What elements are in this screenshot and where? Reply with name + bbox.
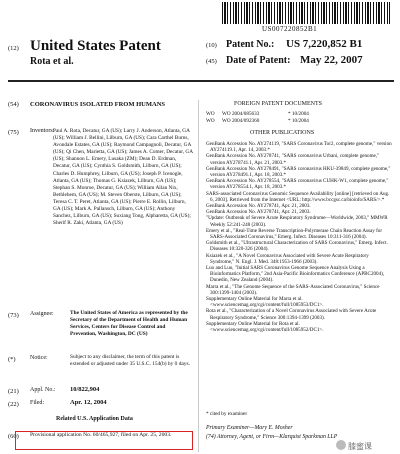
code-22: (22) <box>8 401 19 408</box>
appl-label: Appl. No.: <box>30 387 56 393</box>
watermark-text: 膝蜜课 <box>348 442 372 451</box>
appl-number: 10/822,904 <box>70 386 100 393</box>
notice-label: Notice: <box>30 355 48 361</box>
reference-item: GenBank Accession No. AY278741, Apr. 21, 2003. <box>206 203 311 210</box>
reference-item: GenBank Accession No. AY278741, "SARS coronavirus Urbani, complete genome," version AY278741.1, Apr. 21, 2003.* <box>206 153 380 166</box>
code-73: (73) <box>8 312 19 319</box>
header-rule <box>8 80 394 82</box>
inventors-list: Paul A. Rota, Decatur, GA (US); Larry J. Anderson, Atlanta, GA (US); William J. Bellini, Lilburn, GA (US); Cara Carthel Burns, Avondale Estates, GA (US); Raymond Campagnoli, Decatur, GA (US); Qi Chen, Marietta, GA (US); James A. Comer, Decatur, GA (US); Shannon L. Emery, Lusaka (ZM); Dean D. Erdman, Decatur, GA (US); Cynthia S. Goldsmith, Lilburn, GA (US); Charles D. Humphrey, Lilburn, GA (US); Joseph P. Icenogle, Atlanta, GA (US); Thomas G. Ksiazek, Lilburn, GA (US); Stephan S. Monroe, Decatur, GA (US); William Allan Nix, Bethlehem, GA (US); M. Steven Oberste, Lilburn, GA (US); Teresa C. T. Peret, Atlanta, GA (US); Pierre E. Rollin, Lilburn, GA (US); Mark A. Pallansch, Lilburn, GA (US); Anthony Sanchez, Lilburn, GA (US); Suxiang Tong, Alpharetta, GA (US); Sherif R. Zaki, Atlanta, GA (US) <box>53 128 193 227</box>
document-type: United States Patent <box>30 38 161 54</box>
column-divider <box>198 100 199 452</box>
code-10: (10) <box>206 42 217 49</box>
patent-no-label: Patent No.: <box>226 39 275 50</box>
foreign-doc-num: WO 2004/092360 <box>222 118 260 124</box>
notice-text: Subject to any disclaimer, the term of this patent is extended or adjusted under 35 U.S.C. 154(b) by 0 days. <box>70 354 190 367</box>
primary-examiner: Primary Examiner—Mary E. Mosher <box>206 425 293 431</box>
attorney: (74) Attorney, Agent, or Firm—Klarquist Sparkman LLP <box>206 434 338 440</box>
assignee-label: Assignee: <box>30 311 54 317</box>
reference-item: Luo and Luo, "Initial SARS Coronavirus Genome Sequence Analysis Using a Bioinformatics Platform," 2nd Asia-Pacific Bioinformatics Conference (APBC2004), Dunedin, New Zealand (2004). <box>206 265 385 284</box>
highlight-box <box>15 431 193 450</box>
foreign-doc-date: * 10/2004 <box>288 111 309 117</box>
code-75: (75) <box>8 129 19 136</box>
foreign-doc-num: WO 2004/085633 <box>222 111 260 117</box>
related-heading: Related U.S. Application Data <box>56 416 133 422</box>
reference-item: SARS-associated Coronavirus Genomic Sequence Availability [online] [retrieved on Aug. 6, 2003]. Retrieved from the Internet <URL: http://www.bccgsc.ca/bioinfo/SARS/>.* <box>206 190 390 203</box>
barcode-number: US007220852B1 <box>262 25 318 33</box>
reference-item: GenBank Accession No. AY278554, "SARS coronavirus CUHK-W1, complete genome," version AY278554.1, Apr. 18, 2003.* <box>206 178 389 191</box>
foreign-heading: FOREIGN PATENT DOCUMENTS <box>234 101 323 107</box>
reference-item: GenBank Accession No. AY278491, "SARS coronavirus HKU-39849, complete genome," version AY278491.1, Apr. 18, 2003.* <box>206 165 391 179</box>
reference-item: "Update: Outbreak of Severe Acute Respiratory Syndrome—Worldwide, 2003," MMWR Weekly 52:241-248 (2003). <box>206 215 388 228</box>
inventors-short: Rota et al. <box>30 56 74 67</box>
patent-number: US 7,220,852 B1 <box>286 38 363 50</box>
code-45: (45) <box>206 58 217 65</box>
code-notice: (*) <box>8 356 16 363</box>
assignee-text: The United States of America as represented by the Secretary of the Department of Health and Human Services, Centers for Disease Control and Prevention, Washington, DC (US) <box>70 310 188 337</box>
references-list <box>206 141 392 333</box>
code-12: (12) <box>8 45 19 52</box>
reference-item: GenBank Accession No. AY278741, Apr. 21, 2003. <box>206 209 311 216</box>
barcode <box>222 2 390 24</box>
filed-label: Filed: <box>30 400 45 406</box>
foreign-doc-cc: WO <box>206 118 215 124</box>
date-label: Date of Patent: <box>226 55 291 66</box>
watermark-logo-icon <box>336 440 346 450</box>
code-54: (54) <box>8 101 19 108</box>
reference-item: Ksiazek et al., "A Novel Coronavirus Associated with Severe Acute Respiratory Syndrome," N. Engl. J. Med. 348:1953-1966 (2003). <box>206 252 369 265</box>
reference-item: Emery et al., "Real-Time Reverse Transcription-Polymerase Chain Reaction Assay for SARS-Associated Coronavirus," Emerg. Infect. Diseases 10:311-316 (2004). <box>206 227 383 241</box>
reference-item: GenBank Accession No. AY274119, "SARS Coronavirus Tor2, complete genome," version AY274119.1, Apr. 14, 2003.* <box>206 141 392 154</box>
filed-date: Apr. 12, 2004 <box>70 399 107 406</box>
patent-title: CORONAVIRUS ISOLATED FROM HUMANS <box>30 101 166 108</box>
inventors-label: Inventors: <box>30 128 55 134</box>
cited-note: * cited by examiner <box>206 411 248 417</box>
foreign-doc-date: * 10/2004 <box>288 118 309 124</box>
reference-item: Rota et al., "Characterization of a Novel Coronavirus Associated with Severe Acute Respiratory Syndrome," Science 300:1394-1399 (2003). <box>206 308 377 321</box>
reference-item: Supplementary Online Material for Marra et al. <www.sciencemag.org/cgi/content/full/1085953/DC1>. <box>206 296 324 309</box>
code-60: (60) <box>8 433 19 440</box>
other-pub-heading: OTHER PUBLICATIONS <box>250 130 315 136</box>
reference-item: Marra et al., "The Genome Sequence of the SARS-Associated Coronavirus," Science 300:1399-1404 (2003). <box>206 283 380 296</box>
foreign-doc-cc: WO <box>206 111 215 117</box>
code-21: (21) <box>8 388 19 395</box>
reference-item: Supplementary Online Material for Rota et al. <www.sciencemag.org/cgi/content/full/1085952/DC1>. <box>206 320 324 334</box>
provisional-text: Provisional application No. 60/465,927, filed on Apr. 25, 2003. <box>30 432 172 438</box>
patent-date: May 22, 2007 <box>300 54 363 66</box>
reference-item: Goldsmith et al., "Ultrastructural Characterization of SARS Coronavirus," Emerg. Infect. Diseases 10:320-326 (2004). <box>206 240 388 253</box>
